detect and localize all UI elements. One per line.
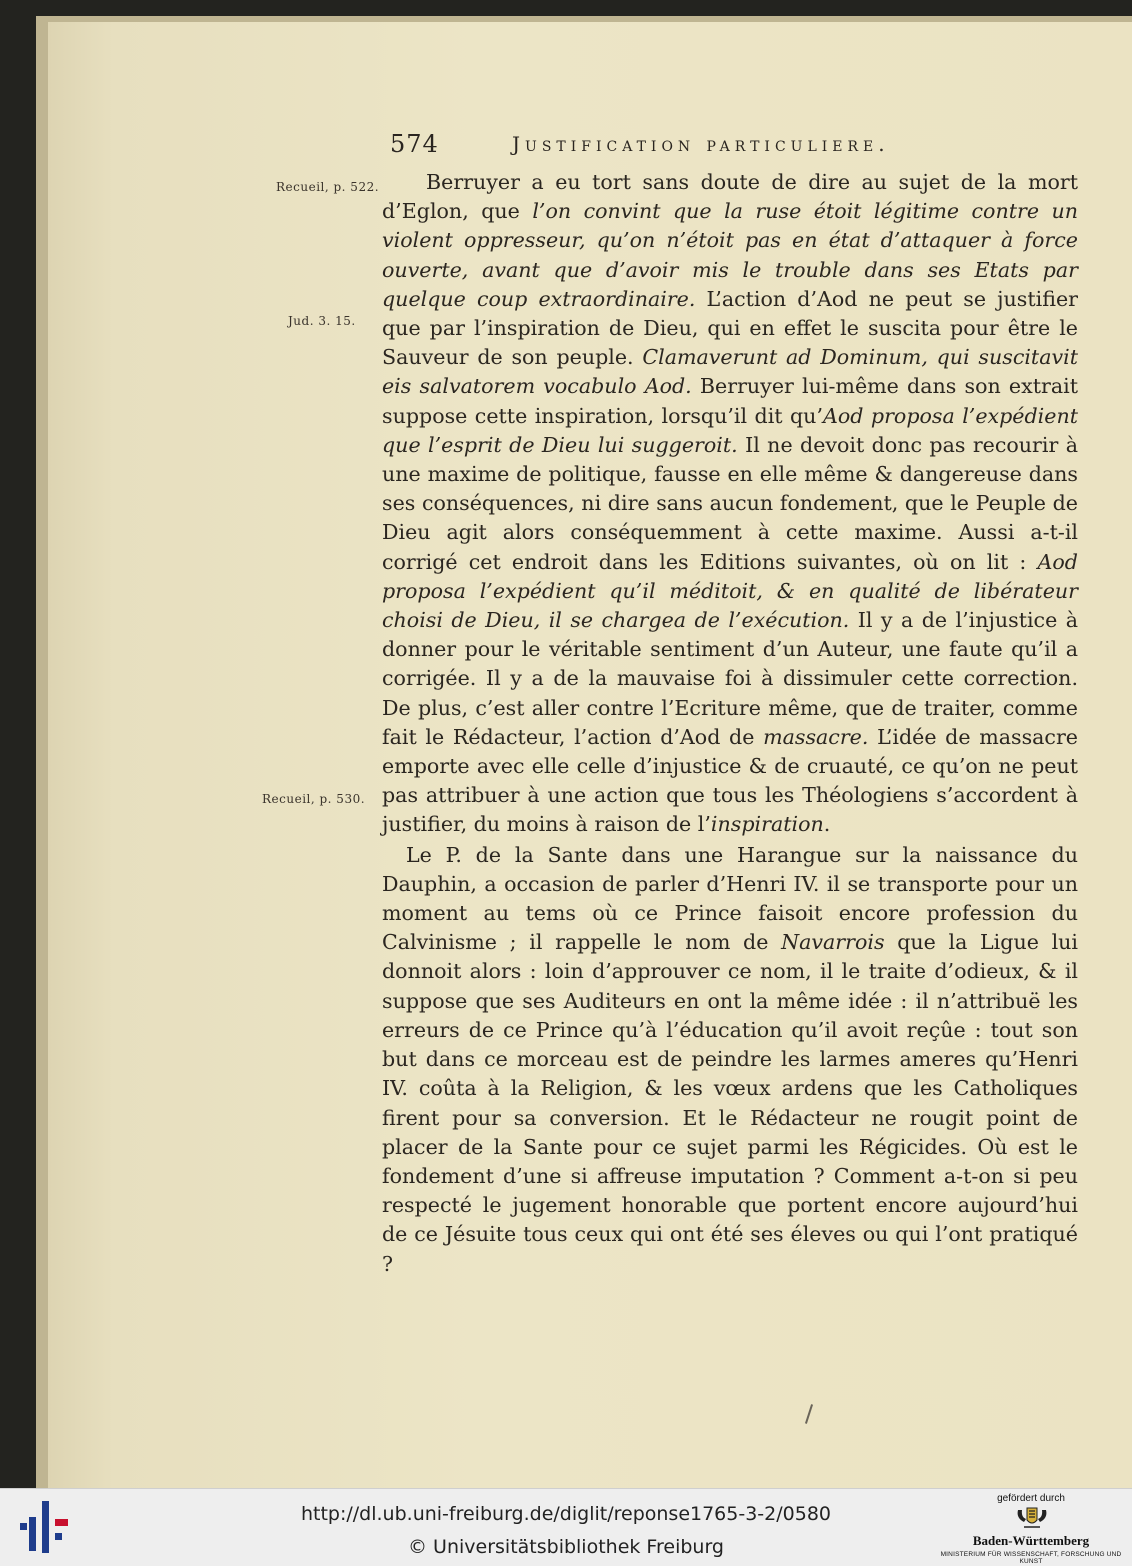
page-header (390, 130, 990, 164)
ministry-name: MINISTERIUM FÜR WISSENSCHAFT, FORSCHUNG UND KUNST (940, 1551, 1122, 1565)
permalink-url[interactable]: http://dl.ub.uni-freiburg.de/diglit/reponse1765-3-2/0580 (300, 1503, 832, 1525)
state-name: Baden-Württemberg (972, 1533, 1090, 1548)
baden-wuerttemberg-crest-icon (1014, 1505, 1050, 1531)
paragraph-1: Berruyer a eu tort sans doute de dire au sujet de la mort d’Eglon, que l’on convint que la ruse étoit légitime contre un violent oppresseur, qu’on n’étoit pas en état d’attaquer à force ouverte, avant que d’avoir mis le trouble dans ses Etats par quelque coup extraordinaire. L’action d’Aod ne peut se justifier que par l’inspiration de Dieu, qui en effet le suscita pour être le Sauveur de son peuple. Clamaverunt ad Dominum, qui suscitavit eis salvatorem vocabulo Aod. Berruyer lui-même dans son extrait suppose cette inspiration, lorsqu’il dit qu’Aod proposa l’expédient que l’esprit de Dieu lui suggeroit. Il ne devoit donc pas recourir à une maxime de politique, fausse en elle même & dangereuse dans ses conséquences, ni dire sans aucun fondement, que le Peuple de Dieu agit alors conséquemment à cette maxime. Aussi a-t-il corrigé cet endroit dans les Editions suivantes, où on lit : Aod proposa l’expédient qu’il méditoit, & en qualité de libérateur choisi de Dieu, il se chargea de l’exécution. Il y a de l’injustice à donner pour le véritable sentiment d’un Auteur, une faute qu’il a corrigée. Il y a de la mauvaise foi à dissimuler cette correction. De plus, c’est aller contre l’Ecriture même, que de traiter, comme fait le Rédacteur, l’action d’Aod de massacre. L’idée de massacre emporte avec elle celle d’injustice & de cruauté, ce qu’on ne peut pas attribuer à une action que tous les Théologiens s’accordent à justifier, du moins à raison de l’inspiration. (382, 170, 1079, 837)
page-number: 574 (390, 130, 439, 158)
funder-block (930, 1489, 1132, 1566)
margin-note-recueil-522: Recueil, p. 522. (276, 180, 380, 194)
margin-note-recueil-530: Recueil, p. 530. (262, 792, 366, 806)
viewer-footer (0, 1488, 1132, 1566)
body-text (382, 168, 1078, 1279)
paragraph-2: Le P. de la Sante dans une Harangue sur la naissance du Dauphin, a occasion de parler d’Henri IV. il se transporte pour un moment au tems où ce Prince faisoit encore profession du Calvinisme ; il rappelle le nom de Navarrois que la Ligue lui donnoit alors : loin d’approuver ce nom, il le traite d’odieux, & il suppose que ses Auditeurs en ont la même idée : il n’attribuë les erreurs de ce Prince qu’à l’éducation qu’il avoit reçûe : tout son but dans ce morceau est de peindre les larmes ameres qu’Henri IV. coûta à la Religion, & les vœux ardens que les Catholiques firent pour sa conversion. Et le Rédacteur ne rougit point de placer de la Sante pour ce sujet parmi les Régicides. Où est le fondement d’une si affreuse imputation ? Comment a-t-on si peu respecté le jugement honorable que portent encore aujourd’hui de ce Jésuite tous ceux qui ont été ses éleves ou qui l’ont pratiqué ? (382, 842, 1078, 1276)
margin-note-jud: Jud. 3. 15. (288, 314, 356, 328)
running-head: Justification particuliere. (512, 132, 890, 156)
funded-by-label: gefördert durch (997, 1493, 1065, 1504)
copyright-notice: © Universitätsbibliothek Freiburg (408, 1536, 724, 1558)
